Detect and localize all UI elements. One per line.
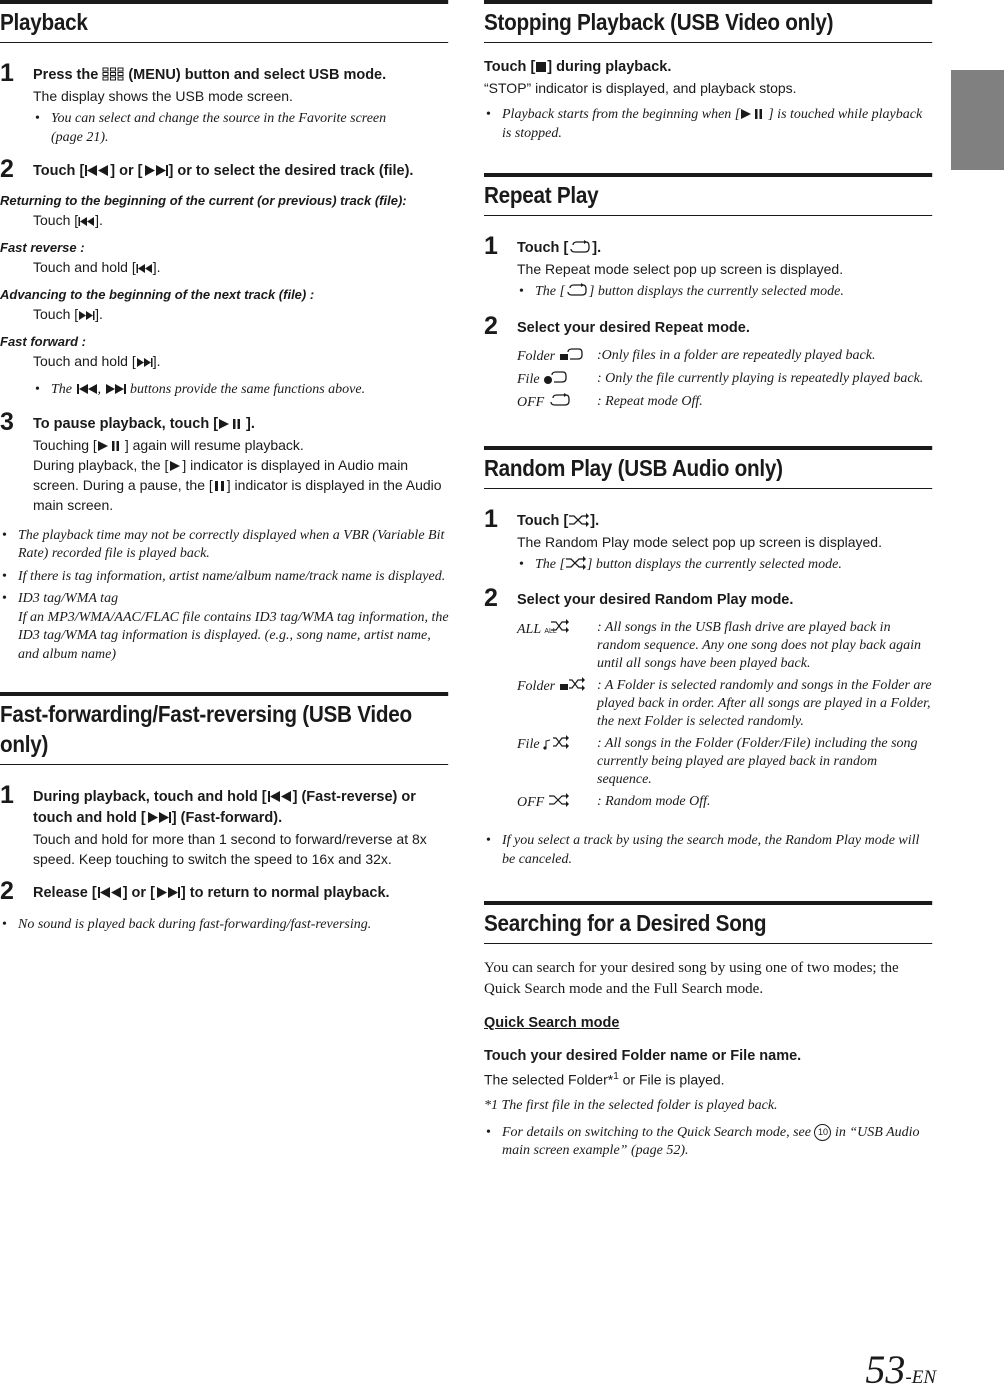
repeat-icon [565,283,589,297]
page-number: 53-EN [865,1347,936,1392]
next-track-icon [105,383,127,395]
section-title-search: Searching for a Desired Song [484,901,933,944]
next-track-icon [146,811,172,824]
step-number: 2 [0,877,14,905]
step-heading: Press the (MENU) button and select USB mode. [33,67,387,83]
file-repeat-icon [543,370,569,385]
section-title-playback: Playback [0,0,449,43]
repeat-icon [568,240,592,254]
repeat-mode-list [517,347,933,412]
search-intro: You can search for your desired song by using one of two modes; the Quick Search mode and the Full Search mode. [484,960,899,997]
folder-repeat-icon [559,347,585,362]
label-fast-forward: Fast forward : [0,334,86,349]
repeat-mode-file: File : Only the file currently playing is repeatedly played back. [517,370,924,387]
previous-track-icon [76,383,98,395]
playback-step-3 [0,407,449,515]
touch-return: Touch [ ]. [33,212,103,228]
play-pause-icon [218,418,246,430]
random-mode-folder: Folder : A Folder is selected randomly and songs in the Folder are played back in order. After all songs are played in a Folder, the next Folder is selected randomly. [517,678,932,729]
random-mode-file: File : All songs in the Folder (Folder/File) including the song currently being played are played back in random sequence. [517,736,918,787]
step-number: 2 [0,155,14,183]
step-number: 3 [0,407,14,436]
next-track-icon [136,357,153,368]
step-heading: Touch [ ]. [517,512,600,529]
menu-grid-icon [102,67,124,81]
label-return: Returning to the beginning of the current (or previous) track (file): [0,193,407,208]
step-number: 2 [484,311,498,340]
label-fast-reverse: Fast reverse : [0,240,85,255]
shuffle-icon [548,793,572,808]
step-body: Touching [ ] again will resume playback. [33,436,304,453]
play-pause-icon [97,440,125,452]
step-number: 2 [484,584,498,612]
folder-shuffle-icon [559,677,587,692]
note-bullet: • You can select and change the source in the Favorite screen (page 21). [33,110,449,147]
footnote: *1 The first file in the selected folder is played back. [484,1097,778,1113]
playback-notes [0,527,449,665]
play-icon [168,460,182,472]
search-heading: Touch your desired Folder name or File name. [484,1048,802,1064]
play-pause-icon [740,108,768,120]
note-bullet: • If there is tag information, artist name/album name/track name is displayed. [0,568,449,587]
file-shuffle-icon [543,735,571,750]
step-body: The display shows the USB mode screen. [33,88,293,104]
random-step-2 [484,584,933,812]
next-track-icon [78,310,95,321]
note-bullet: • Playback starts from the beginning when [ ] is touched while playback is stopped. [484,106,933,143]
step-heading: Touch [ ] or [ ] or to select the desired track (file). [33,163,414,179]
touch-advance: Touch [ ]. [33,306,103,322]
label-advance: Advancing to the beginning of the next track (file) : [0,287,315,302]
step-body: During playback, the [ ] indicator is displayed in Audio main screen. During a pause, the [ ] indicator is displayed in the Audio main screen. [33,456,442,513]
note-bullet: • The playback time may not be correctly displayed when a VBR (Variable Bit Rate) recorded file is played back. [0,527,449,564]
step-heading: Release [ ] or [ ] to return to normal playback. [33,885,390,901]
previous-track-icon [267,790,293,803]
chapter-tab [951,70,1004,170]
section-title-repeat: Repeat Play [484,173,933,216]
ff-step-2 [0,877,449,905]
repeat-step-2 [484,311,933,412]
repeat-mode-off: OFF : Repeat mode Off. [517,393,703,410]
section-title-stop: Stopping Playback (USB Video only) [484,0,933,43]
shuffle-icon [565,556,587,570]
random-mode-all: ALL ALL : All songs in the USB flash drive are played back in random sequence. Any one song does not play back again until all songs have been played back. [517,620,922,671]
playback-step-1 [0,59,449,147]
previous-track-icon [84,164,110,177]
note-bullet: • No sound is played back during fast-forwarding/fast-reversing. [0,916,449,935]
all-badge-label: ALL [544,628,557,635]
section-title-random: Random Play (USB Audio only) [484,446,933,489]
circled-number: 10 [814,1124,831,1141]
step-body: The Repeat mode select pop up screen is displayed. [517,261,844,277]
shuffle-icon [568,513,590,527]
step-heading: Select your desired Repeat mode. [517,319,750,336]
random-mode-off: OFF : Random mode Off. [517,794,711,810]
repeat-icon [548,393,574,408]
note-bullet: • The [ ] button displays the currently selected mode. [517,556,933,575]
previous-track-icon [78,216,95,227]
stop-heading: Touch [ ] during playback. [484,59,672,75]
step-body: The Random Play mode select pop up screen is displayed. [517,533,882,550]
note-bullet: • For details on switching to the Quick Search mode, see 10 in “USB Audio main screen example” (page 52). [484,1124,933,1161]
shuffle-all-icon [544,619,572,635]
step-number: 1 [0,781,14,809]
next-track-icon [143,164,169,177]
playback-step-2 [0,155,449,183]
step-heading: Touch [ ]. [517,240,602,256]
step-body: Touch and hold for more than 1 second to forward/reverse at 8x speed. Keep touching to switch the speed to 16x and 32x. [33,831,427,867]
step-number: 1 [0,59,14,87]
note-bullet: • If you select a track by using the search mode, the Random Play mode will be canceled. [484,832,933,869]
step-heading: During playback, touch and hold [ ] (Fast-reverse) or touch and hold [ ] (Fast-forward). [33,789,416,826]
step-number: 1 [484,232,498,260]
random-mode-list [517,619,933,812]
search-body: The selected Folder*$^1$ or File is played. [484,1071,725,1088]
quick-search-subheading: Quick Search mode [484,1015,620,1031]
repeat-step-1 [484,232,933,302]
note-bullet: • The , buttons provide the same functions above. [33,381,449,400]
next-track-icon [155,886,181,899]
touch-fast-forward: Touch and hold [ ]. [33,353,161,369]
previous-track-icon [97,886,123,899]
note-bullet: • ID3 tag/WMA tag If an MP3/WMA/AAC/FLAC file contains ID3 tag/WMA tag information, the ID3 tag/WMA tag information is displayed. (e.g., song name, artist name, and album name) [0,590,449,664]
touch-fast-reverse: Touch and hold [ ]. [33,259,161,275]
repeat-mode-folder: Folder :Only files in a folder are repeatedly played back. [517,347,876,364]
left-column [0,0,449,935]
note-bullet: • The [ ] button displays the currently selected mode. [517,283,933,302]
right-column [484,0,933,1161]
previous-track-icon [136,263,153,274]
step-number: 1 [484,504,498,533]
random-step-1 [484,504,933,575]
stop-body: “STOP” indicator is displayed, and playback stops. [484,80,797,96]
ff-step-1 [0,781,449,869]
stop-icon [535,61,547,73]
step-heading: To pause playback, touch [ ]. [33,415,255,432]
pause-icon [213,480,227,492]
section-title-fast-forward: Fast-forwarding/Fast-reversing (USB Video only) [0,692,449,765]
step-heading: Select your desired Random Play mode. [517,592,794,608]
